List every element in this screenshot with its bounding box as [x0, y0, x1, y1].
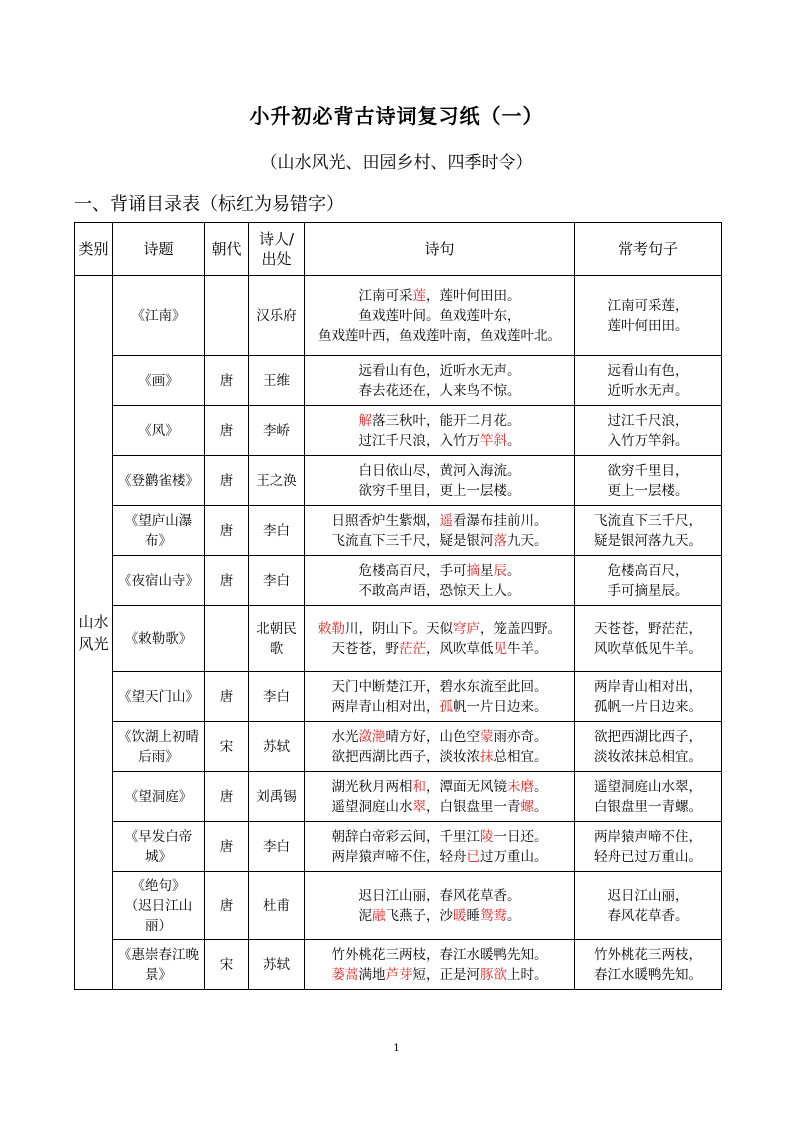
error-prone-char: 辰	[493, 562, 507, 579]
poem-dynasty: 唐	[205, 772, 249, 822]
poem-title: 《风》	[113, 406, 205, 456]
poem-poet: 李峤	[249, 406, 305, 456]
error-prone-char: 芦芽	[385, 966, 413, 983]
poem-title: 《江南》	[113, 276, 205, 356]
table-row	[75, 556, 722, 606]
error-prone-char: 陵	[480, 828, 494, 845]
poem-dynasty	[205, 606, 249, 672]
page-number: 1	[393, 1043, 400, 1054]
error-prone-char: 解	[358, 412, 372, 429]
poem-title: 《饮湖上初晴后雨》	[113, 722, 205, 772]
header-key-lines: 常考句子	[575, 223, 722, 276]
error-prone-char: 豚欲	[480, 966, 507, 983]
table-row	[75, 406, 722, 456]
poem-poet: 刘禹锡	[249, 772, 305, 822]
poem-key-lines: 江南可采莲， 莲叶何田田。	[575, 276, 722, 356]
poem-verse: 白日依山尽，黄河入海流。 欲穷千里目，更上一层楼。	[305, 456, 575, 506]
error-prone-char: 见	[493, 640, 507, 657]
poem-dynasty: 唐	[205, 872, 249, 940]
poem-dynasty: 唐	[205, 556, 249, 606]
poem-poet: 苏轼	[249, 722, 305, 772]
page-title: 小升初必背古诗词复习纸（一）	[249, 104, 544, 128]
table-row	[75, 506, 722, 556]
poem-dynasty: 宋	[205, 722, 249, 772]
poem-table	[74, 222, 722, 990]
poem-key-lines: 天苍苍，野茫茫， 风吹草低见牛羊。	[575, 606, 722, 672]
poem-verse: 解落三秋叶，能开二月花。 过江千尺浪，入竹万竿斜。	[305, 406, 575, 456]
poem-poet: 王之涣	[249, 456, 305, 506]
poem-verse: 江南可采莲，莲叶何田田。 鱼戏莲叶间。鱼戏莲叶东， 鱼戏莲叶西，鱼戏莲叶南，鱼戏莲叶北。	[305, 276, 575, 356]
poem-dynasty: 唐	[205, 672, 249, 722]
header-poet: 诗人/出处	[249, 223, 305, 276]
header-verse: 诗句	[305, 223, 575, 276]
table-row	[75, 276, 722, 356]
poem-poet: 李白	[249, 822, 305, 872]
table-row	[75, 822, 722, 872]
poem-key-lines: 遥望洞庭山水翠， 白银盘里一青螺。	[575, 772, 722, 822]
poem-dynasty: 唐	[205, 506, 249, 556]
error-prone-char: 孤	[439, 698, 453, 715]
error-prone-char: 和	[412, 778, 426, 795]
poem-key-lines: 竹外桃花三两枝， 春江水暖鸭先知。	[575, 940, 722, 990]
poem-title: 《敕勒歌》	[113, 606, 205, 672]
poem-dynasty: 宋	[205, 940, 249, 990]
poem-key-lines: 迟日江山丽， 春风花草香。	[575, 872, 722, 940]
header-dynasty: 朝代	[205, 223, 249, 276]
poem-dynasty: 唐	[205, 456, 249, 506]
poem-poet: 杜甫	[249, 872, 305, 940]
poem-key-lines: 过江千尺浪， 入竹万竿斜。	[575, 406, 722, 456]
section-heading: 一、背诵目录表（标红为易错字）	[74, 194, 344, 215]
table-row	[75, 456, 722, 506]
error-prone-char: 翠	[412, 798, 426, 815]
poem-verse: 湖光秋月两相和，潭面无风镜未磨。 遥望洞庭山水翠，白银盘里一青螺。	[305, 772, 575, 822]
poem-poet: 北朝民歌	[249, 606, 305, 672]
poem-verse: 朝辞白帝彩云间，千里江陵一日还。 两岸猿声啼不住，轻舟已过万重山。	[305, 822, 575, 872]
page-subtitle: （山水风光、田园乡村、四季时令）	[260, 153, 533, 173]
error-prone-char: 茫茫	[399, 640, 426, 657]
header-title: 诗题	[113, 223, 205, 276]
table-row	[75, 606, 722, 672]
table-row	[75, 940, 722, 990]
poem-key-lines: 飞流直下三千尺， 疑是银河落九天。	[575, 506, 722, 556]
poem-poet: 王维	[249, 356, 305, 406]
error-prone-char: 鸳鸯	[480, 907, 507, 924]
poem-poet: 李白	[249, 672, 305, 722]
poem-key-lines: 欲穷千里目， 更上一层楼。	[575, 456, 722, 506]
table-row	[75, 772, 722, 822]
poem-verse: 水光潋滟晴方好，山色空蒙雨亦奇。 欲把西湖比西子，淡妆浓抹总相宜。	[305, 722, 575, 772]
poem-poet: 李白	[249, 556, 305, 606]
table-row	[75, 872, 722, 940]
table-header-row	[75, 223, 722, 276]
poem-key-lines: 危楼高百尺， 手可摘星辰。	[575, 556, 722, 606]
poem-title: 《望洞庭》	[113, 772, 205, 822]
error-prone-char: 莲	[412, 287, 426, 304]
error-prone-char: 遥	[439, 512, 453, 529]
poem-verse: 日照香炉生紫烟，遥看瀑布挂前川。 飞流直下三千尺，疑是银河落九天。	[305, 506, 575, 556]
poem-title: 《惠崇春江晚景》	[113, 940, 205, 990]
poem-verse: 竹外桃花三两枝，春江水暖鸭先知。 蒌蒿满地芦芽短，正是河豚欲上时。	[305, 940, 575, 990]
poem-title: 《夜宿山寺》	[113, 556, 205, 606]
poem-dynasty: 唐	[205, 822, 249, 872]
poem-verse: 敕勒川，阴山下。天似穹庐，笼盖四野。 天苍苍，野茫茫，风吹草低见牛羊。	[305, 606, 575, 672]
error-prone-char: 穹庐	[453, 620, 480, 637]
error-prone-char: 蒙	[480, 728, 494, 745]
poem-key-lines: 欲把西湖比西子， 淡妆浓抹总相宜。	[575, 722, 722, 772]
poem-verse: 迟日江山丽，春风花草香。 泥融飞燕子，沙暖睡鸳鸯。	[305, 872, 575, 940]
poem-verse: 天门中断楚江开，碧水东流至此回。 两岸青山相对出，孤帆一片日边来。	[305, 672, 575, 722]
poem-key-lines: 两岸青山相对出， 孤帆一片日边来。	[575, 672, 722, 722]
poem-poet: 苏轼	[249, 940, 305, 990]
poem-title: 《望庐山瀑布》	[113, 506, 205, 556]
poem-title: 《登鹳雀楼》	[113, 456, 205, 506]
error-prone-char: 敕勒	[318, 620, 345, 637]
poem-verse: 远看山有色，近听水无声。 春去花还在，人来鸟不惊。	[305, 356, 575, 406]
error-prone-char: 未磨	[507, 778, 534, 795]
poem-key-lines: 远看山有色， 近听水无声。	[575, 356, 722, 406]
table-row	[75, 672, 722, 722]
error-prone-char: 已	[466, 848, 480, 865]
category-cell: 山水风光	[75, 276, 113, 990]
error-prone-char: 竿斜	[480, 432, 507, 449]
error-prone-char: 潋滟	[358, 728, 386, 745]
poem-dynasty: 唐	[205, 406, 249, 456]
error-prone-char: 落	[493, 532, 507, 549]
poem-key-lines: 两岸猿声啼不住， 轻舟已过万重山。	[575, 822, 722, 872]
header-category: 类别	[75, 223, 113, 276]
poem-title: 《绝句》 （迟日江山丽）	[113, 872, 205, 940]
poem-dynasty: 唐	[205, 356, 249, 406]
poem-title: 《望天门山》	[113, 672, 205, 722]
poem-verse: 危楼高百尺，手可摘星辰。 不敢高声语，恐惊天上人。	[305, 556, 575, 606]
poem-title: 《早发白帝城》	[113, 822, 205, 872]
error-prone-char: 融	[372, 907, 386, 924]
poem-dynasty	[205, 276, 249, 356]
table-row	[75, 356, 722, 406]
poem-title: 《画》	[113, 356, 205, 406]
error-prone-char: 蒌蒿	[331, 966, 359, 983]
poem-poet: 李白	[249, 506, 305, 556]
poem-poet: 汉乐府	[249, 276, 305, 356]
error-prone-char: 暖	[453, 907, 467, 924]
error-prone-char: 摘	[466, 562, 480, 579]
error-prone-char: 螺	[520, 798, 534, 815]
error-prone-char: 抹	[480, 748, 494, 765]
table-row	[75, 722, 722, 772]
